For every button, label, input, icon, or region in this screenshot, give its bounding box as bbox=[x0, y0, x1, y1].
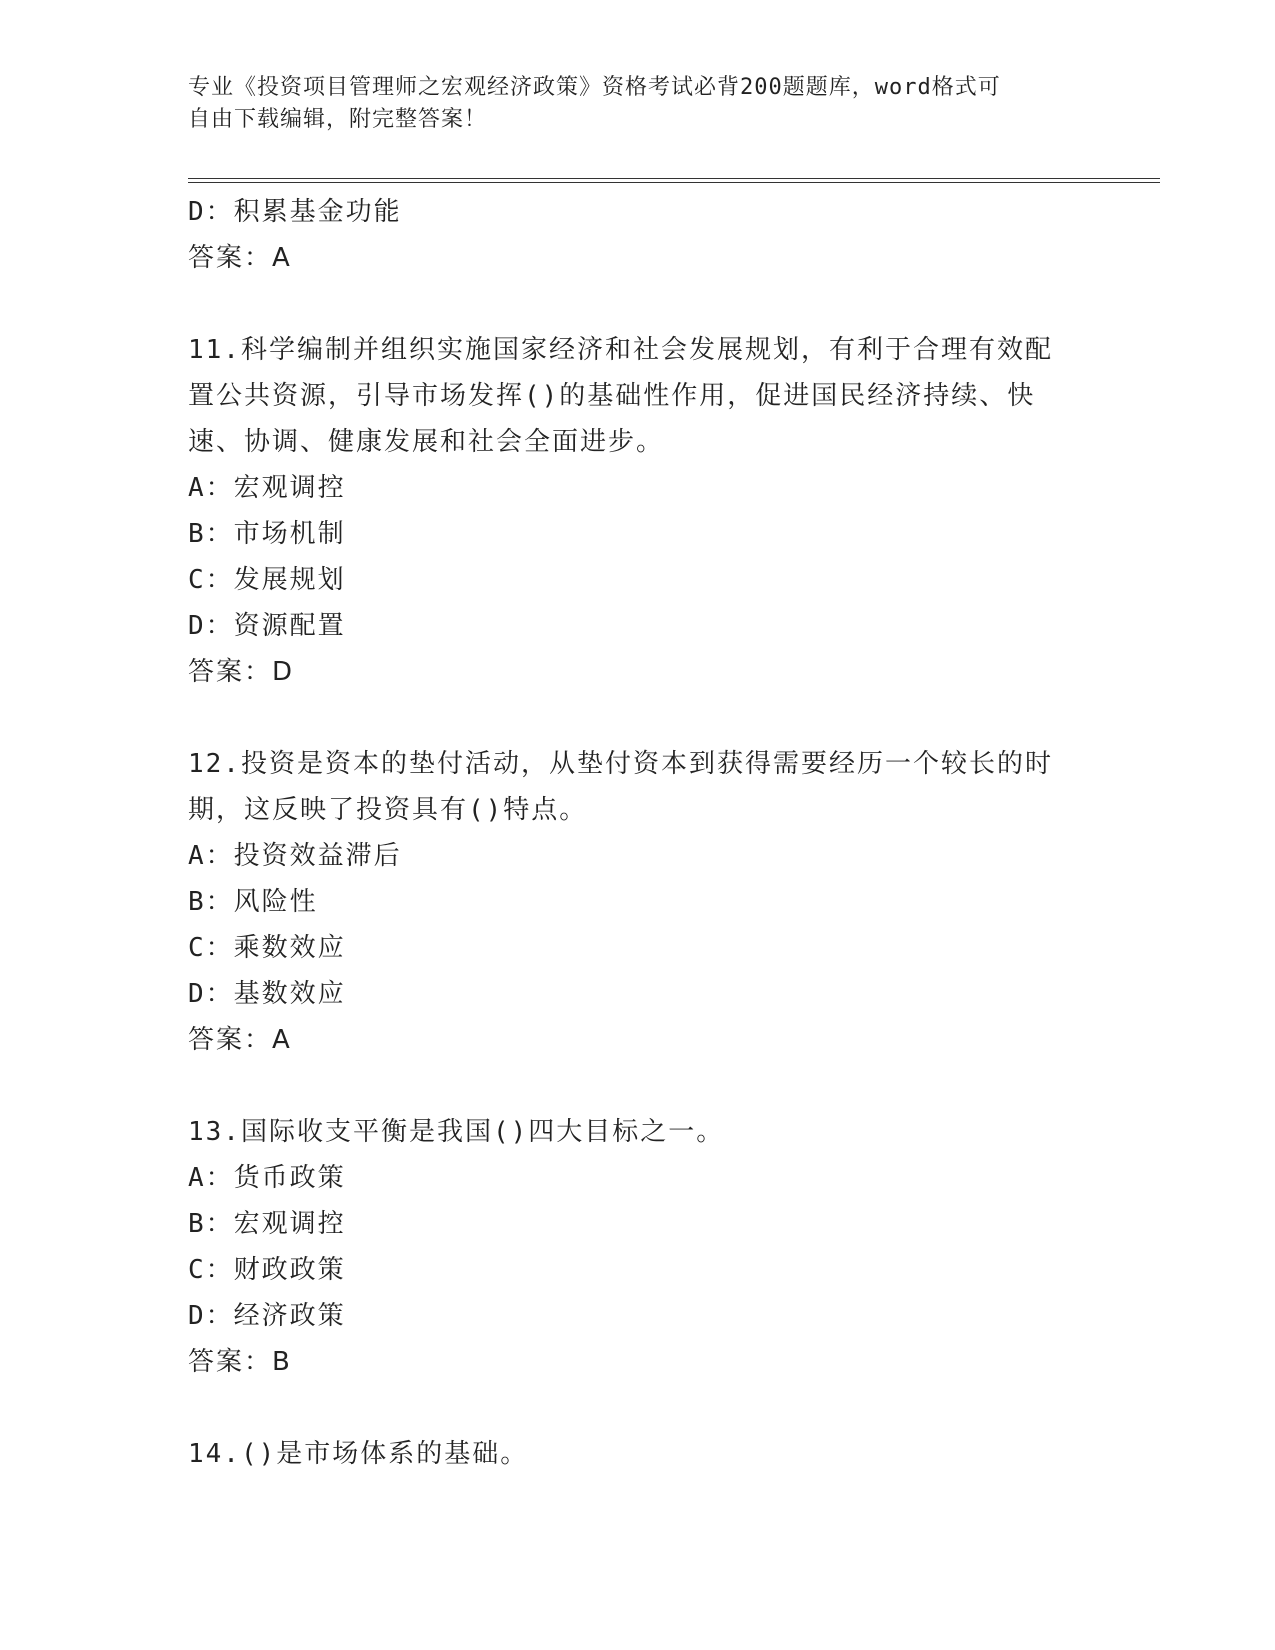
answer-line: 答案：A bbox=[188, 1025, 292, 1055]
option-b: B：宏观调控 bbox=[188, 1209, 346, 1239]
option-d: D：资源配置 bbox=[188, 611, 346, 641]
question-stem-line: 置公共资源，引导市场发挥()的基础性作用，促进国民经济持续、快 bbox=[188, 381, 1036, 411]
option-c: C：发展规划 bbox=[188, 565, 346, 595]
answer-line: 答案：D bbox=[188, 657, 295, 687]
question-11 bbox=[188, 327, 1088, 695]
document-body bbox=[188, 189, 1088, 1477]
question-13 bbox=[188, 1109, 1088, 1385]
option-b: B：市场机制 bbox=[188, 519, 346, 549]
option-b: B：风险性 bbox=[188, 887, 318, 917]
option-c: C：财政政策 bbox=[188, 1255, 346, 1285]
answer-line: 答案：A bbox=[188, 243, 292, 273]
option-a: A：宏观调控 bbox=[188, 473, 346, 503]
option-a: A：货币政策 bbox=[188, 1163, 346, 1193]
question-stem-line: 期，这反映了投资具有()特点。 bbox=[188, 795, 588, 825]
spacer bbox=[188, 281, 1088, 327]
question-stem-line: 速、协调、健康发展和社会全面进步。 bbox=[188, 427, 665, 457]
header-line-2: 自由下载编辑，附完整答案！ bbox=[188, 107, 488, 132]
option-d: D：经济政策 bbox=[188, 1301, 346, 1331]
option-a: A：投资效益滞后 bbox=[188, 841, 402, 871]
option-d: D：基数效应 bbox=[188, 979, 346, 1009]
header-divider bbox=[188, 178, 1160, 183]
spacer bbox=[188, 695, 1088, 741]
question-stem-line: 11.科学编制并组织实施国家经济和社会发展规划，有利于合理有效配 bbox=[188, 335, 1053, 365]
spacer bbox=[188, 1063, 1088, 1109]
question-stem-line: 14.()是市场体系的基础。 bbox=[188, 1439, 529, 1469]
question-14 bbox=[188, 1431, 1088, 1477]
spacer bbox=[188, 1385, 1088, 1431]
answer-line: 答案：B bbox=[188, 1347, 292, 1377]
page-header bbox=[188, 72, 1088, 136]
header-line-1: 专业《投资项目管理师之宏观经济政策》资格考试必背200题题库，word格式可 bbox=[188, 75, 1001, 100]
question-12 bbox=[188, 741, 1088, 1063]
previous-question-tail bbox=[188, 189, 1088, 281]
question-stem-line: 13.国际收支平衡是我国()四大目标之一。 bbox=[188, 1117, 725, 1147]
option-c: C：乘数效应 bbox=[188, 933, 346, 963]
question-stem-line: 12.投资是资本的垫付活动，从垫付资本到获得需要经历一个较长的时 bbox=[188, 749, 1053, 779]
option-d: D：积累基金功能 bbox=[188, 197, 402, 227]
